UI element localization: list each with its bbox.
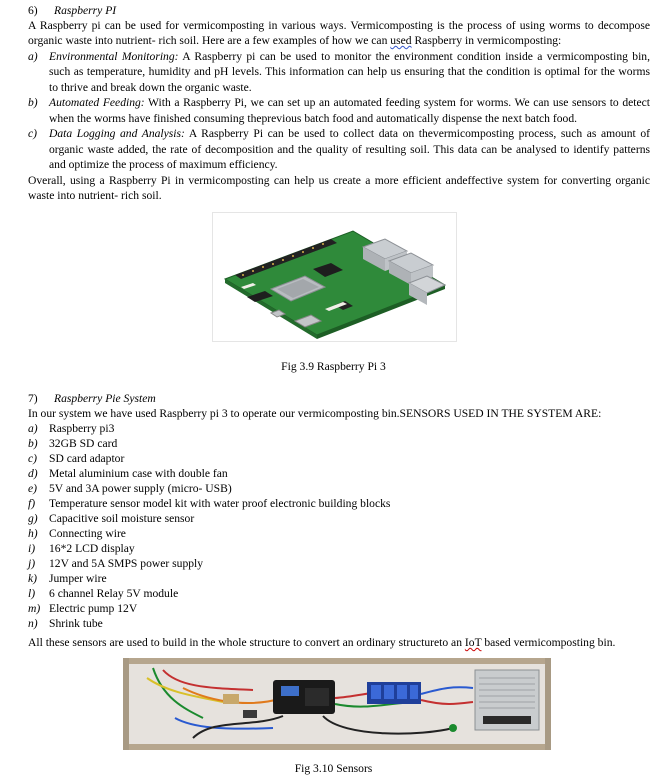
item-a-line-3: to thrive and break down the organic waste. xyxy=(49,81,252,94)
item-a-line-2: such as temperature, humidity and pH levels. This information can help us ensuring that the condition is optimal for the worms xyxy=(49,65,650,78)
item-b-letter: b) xyxy=(28,96,38,109)
list-item xyxy=(28,436,528,451)
list-item xyxy=(28,541,528,556)
closing-iot-word: IoT xyxy=(464,636,482,649)
list-item-text: Electric pump 12V xyxy=(49,602,138,615)
list-item-text: Connecting wire xyxy=(49,527,126,540)
section-6-number: 6) xyxy=(28,4,38,17)
list-item xyxy=(28,451,528,466)
list-item-letter: h) xyxy=(28,527,38,540)
list-item-letter: l) xyxy=(28,587,36,600)
list-item xyxy=(28,601,528,616)
item-a-line-1 xyxy=(28,49,650,64)
list-item-letter: g) xyxy=(28,512,38,525)
list-item-letter: b) xyxy=(28,437,38,450)
section-6-title: Raspberry PI xyxy=(54,4,117,17)
item-c-line-2: organic waste added, the rate of decomposition and the quality of resulting soil. This data can be analysed to identify patterns xyxy=(49,143,650,156)
item-c-letter: c) xyxy=(28,127,38,140)
section-7-number: 7) xyxy=(28,392,38,405)
intro-line-2-part: Raspberry in vermicomposting: xyxy=(411,34,562,47)
item-a-letter: a) xyxy=(28,50,38,63)
section-6-intro-line-2 xyxy=(28,33,650,48)
list-item xyxy=(28,586,528,601)
list-item-letter: m) xyxy=(28,602,41,615)
list-item-text: Capacitive soil moisture sensor xyxy=(49,512,195,525)
item-c-line-3: and optimize the process of maximum efficiency. xyxy=(49,158,278,171)
list-item-text: Jumper wire xyxy=(49,572,107,585)
list-item-letter: i) xyxy=(28,542,36,555)
item-c-label: Data Logging and Analysis: xyxy=(49,127,185,140)
section-7-closing xyxy=(28,635,650,650)
list-item xyxy=(28,556,528,571)
intro-line-2-part: organic waste into nutrient- rich soil. Here are a few examples of how we can xyxy=(28,34,391,47)
section-6-intro-line-1: A Raspberry pi can be used for vermicomposting in various ways. Vermicomposting is the process of using worms to decompose xyxy=(28,19,650,32)
item-c-text-1: A Raspberry Pi can be used to collect data on thevermicomposting process, such as amount of xyxy=(184,127,650,140)
item-c-line-1 xyxy=(28,126,650,141)
list-item-letter: c) xyxy=(28,452,38,465)
section-6-overall-line-1: Overall, using a Raspberry Pi in vermicomposting can help us create a more efficient andeffective system for converting organic xyxy=(28,174,650,187)
section-7-heading xyxy=(28,391,650,406)
list-item-text: Raspberry pi3 xyxy=(49,422,115,435)
list-item-text: 12V and 5A SMPS power supply xyxy=(49,557,204,570)
item-b-label: Automated Feeding: xyxy=(49,96,145,109)
list-item-letter: n) xyxy=(28,617,38,630)
list-item-letter: k) xyxy=(28,572,38,585)
sensors-figure xyxy=(123,658,551,750)
list-item-text: SD card adaptor xyxy=(49,452,125,465)
list-item-letter: j) xyxy=(28,557,36,570)
list-item-text: 32GB SD card xyxy=(49,437,118,450)
raspberry-pi-board-image xyxy=(213,213,456,341)
list-item-letter: d) xyxy=(28,467,38,480)
item-b-line-2: when the worms have finished consuming theprevious batch food and automatically dispense the next batch food. xyxy=(49,112,578,125)
list-item xyxy=(28,526,528,541)
list-item-letter: e) xyxy=(28,482,38,495)
list-item xyxy=(28,511,528,526)
closing-text-pre: All these sensors are used to build in the whole structure to convert an ordinary structureto an xyxy=(28,636,465,649)
list-item xyxy=(28,421,528,436)
section-7-title: Raspberry Pie System xyxy=(54,392,156,405)
list-item xyxy=(28,496,528,511)
item-b-text-1: With a Raspberry Pi, we can set up an automated feeding system for worms. We can use sensors to detect xyxy=(144,96,650,109)
list-item-text: Metal aluminium case with double fan xyxy=(49,467,228,480)
list-item xyxy=(28,616,528,631)
list-item-text: 6 channel Relay 5V module xyxy=(49,587,179,600)
item-a-label: Environmental Monitoring: xyxy=(49,50,179,63)
item-a-text-1: A Raspberry pi can be used to monitor the environment condition inside a vermicomposting bin, xyxy=(178,50,650,63)
intro-line-2-flagged-word: used xyxy=(390,34,412,47)
closing-text-post: based vermicomposting bin. xyxy=(481,636,616,649)
figure-3-10-caption: Fig 3.10 Sensors xyxy=(294,762,373,775)
section-7-intro: In our system we have used Raspberry pi 3 to operate our vermicomposting bin.SENSORS USED IN THE SYSTEM ARE: xyxy=(28,407,602,420)
sensors-wiring-image xyxy=(123,658,551,750)
list-item-text: 5V and 3A power supply (micro- USB) xyxy=(49,482,232,495)
list-item-letter: a) xyxy=(28,422,38,435)
list-item-text: Shrink tube xyxy=(49,617,103,630)
list-item xyxy=(28,571,528,586)
list-item xyxy=(28,466,528,481)
item-b-line-1 xyxy=(28,95,650,110)
list-item-text: Temperature sensor model kit with water proof electronic building blocks xyxy=(49,497,391,510)
list-item-letter: f) xyxy=(28,497,36,510)
section-6-heading xyxy=(28,3,650,18)
figure-3-9-caption: Fig 3.9 Raspberry Pi 3 xyxy=(281,360,386,373)
raspberry-pi-figure xyxy=(212,212,457,342)
section-6-overall-line-2: waste into nutrient- rich soil. xyxy=(28,189,162,202)
list-item xyxy=(28,481,528,496)
list-item-text: 16*2 LCD display xyxy=(49,542,135,555)
section-6-intro-line-2-text xyxy=(28,34,561,47)
